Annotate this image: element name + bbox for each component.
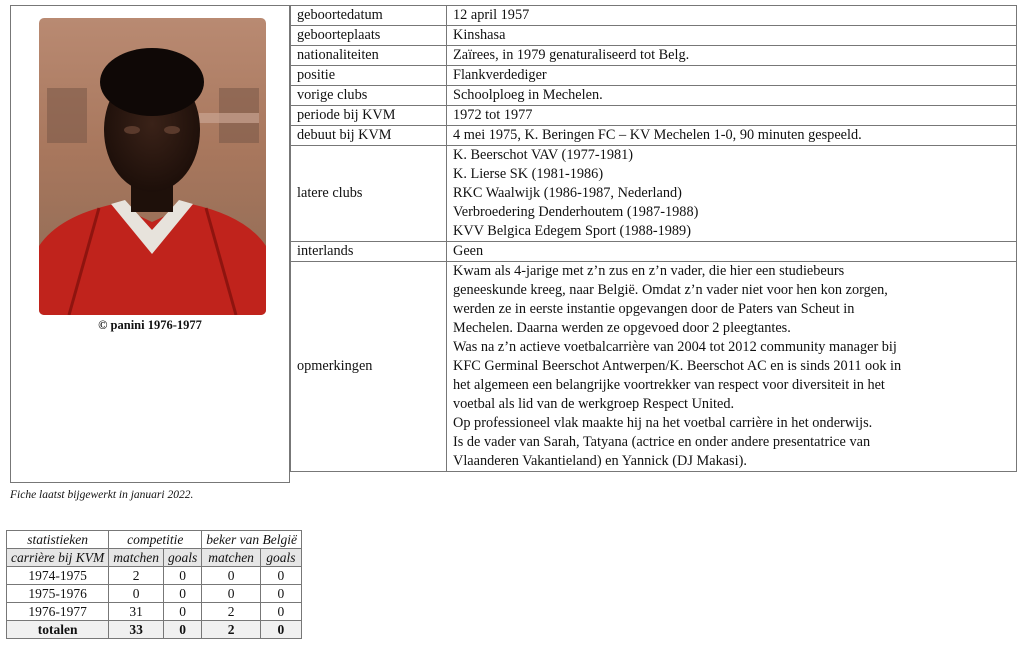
info-value-line: RKC Waalwijk (1986-1987, Nederland)	[453, 185, 682, 201]
stats-cell: 2	[109, 567, 164, 585]
stats-cell: 0	[163, 585, 201, 603]
info-label: debuut bij KVM	[291, 126, 447, 146]
photo-caption: © panini 1976-1977	[98, 318, 202, 332]
stats-cell: 0	[260, 603, 301, 621]
player-info-table	[290, 5, 1017, 472]
info-value-line: KVV Belgica Edegem Sport (1988-1989)	[453, 223, 691, 239]
info-value-line: 12 april 1957	[453, 7, 530, 23]
info-row	[291, 126, 1017, 146]
info-value-line: werden ze in eerste instantie opgevangen door de Paters van Scheut in	[453, 301, 855, 317]
info-value-line: Kinshasa	[453, 27, 506, 43]
stats-total-cell: 0	[163, 621, 201, 639]
info-label: interlands	[291, 242, 447, 262]
info-label: opmerkingen	[291, 262, 447, 472]
stats-header-cell: competitie	[109, 531, 202, 549]
info-value	[447, 106, 1017, 126]
info-value-line: Verbroedering Denderhoutem (1987-1988)	[453, 204, 699, 220]
stats-header-cell: statistieken	[7, 531, 109, 549]
info-value-line: geneeskunde kreeg, naar België. Omdat z’n vader niet voor hen kon zorgen,	[453, 282, 888, 298]
stats-total-cell: 0	[260, 621, 301, 639]
info-label: nationaliteiten	[291, 46, 447, 66]
stats-header-cell: matchen	[109, 549, 164, 567]
stats-cell: 0	[202, 585, 261, 603]
info-value-line: Vlaanderen Vakantieland) en Yannick (DJ Makasi).	[453, 453, 747, 469]
stats-cell: 31	[109, 603, 164, 621]
info-value-line: Flankverdediger	[453, 67, 547, 83]
info-label: positie	[291, 66, 447, 86]
info-row	[291, 66, 1017, 86]
info-value-line: Is de vader van Sarah, Tatyana (actrice en onder andere presentatrice van	[453, 434, 871, 450]
stats-cell: 2	[202, 603, 261, 621]
info-value-line: Schoolploeg in Mechelen.	[453, 87, 603, 103]
stats-cell: 0	[202, 567, 261, 585]
stats-cell: 0	[260, 585, 301, 603]
last-updated-note: Fiche laatst bijgewerkt in januari 2022.	[10, 489, 194, 501]
stats-row	[7, 585, 302, 603]
info-row	[291, 262, 1017, 472]
info-value-line: 1972 tot 1977	[453, 107, 533, 123]
info-label: geboortedatum	[291, 6, 447, 26]
stats-header-cell: matchen	[202, 549, 261, 567]
info-value-line: K. Beerschot VAV (1977-1981)	[453, 147, 634, 163]
info-value	[447, 262, 1017, 472]
photo-cell	[10, 5, 290, 483]
statistics-table	[6, 530, 302, 639]
stats-cell: 0	[109, 585, 164, 603]
info-row	[291, 242, 1017, 262]
stats-header-row-1	[7, 531, 302, 549]
info-value	[447, 6, 1017, 26]
info-value	[447, 242, 1017, 262]
info-value-line: het algemeen een belangrijke voortrekker van respect voor diversiteit in het	[453, 377, 885, 393]
stats-cell: 1976-1977	[7, 603, 109, 621]
info-value	[447, 126, 1017, 146]
stats-header-cell: carrière bij KVM	[7, 549, 109, 567]
info-row	[291, 26, 1017, 46]
info-row	[291, 46, 1017, 66]
info-value-line: Kwam als 4-jarige met z’n zus en z’n vader, die hier een studiebeurs	[453, 263, 845, 279]
stats-total-cell: 2	[202, 621, 261, 639]
info-value-line: Geen	[453, 243, 484, 259]
info-label: latere clubs	[291, 146, 447, 242]
info-row	[291, 146, 1017, 242]
stats-header-cell: goals	[163, 549, 201, 567]
stats-header-cell: beker van België	[202, 531, 302, 549]
stats-total-cell: 33	[109, 621, 164, 639]
info-value	[447, 66, 1017, 86]
stats-total-row	[7, 621, 302, 639]
info-label: vorige clubs	[291, 86, 447, 106]
info-value-line: Zaïrees, in 1979 genaturaliseerd tot Belg.	[453, 47, 690, 63]
info-value-line: KFC Germinal Beerschot Antwerpen/K. Beerschot AC en is sinds 2011 ook in	[453, 358, 902, 374]
stats-cell: 0	[163, 603, 201, 621]
info-value-line: Mechelen. Daarna werden ze opgevoed door 2 pleegtantes.	[453, 320, 791, 336]
info-label: periode bij KVM	[291, 106, 447, 126]
info-label: geboorteplaats	[291, 26, 447, 46]
info-value-line: voetbal als lid van de werkgroep Respect United.	[453, 396, 735, 412]
info-value-line: Op professioneel vlak maakte hij na het voetbal carrière in het onderwijs.	[453, 415, 873, 431]
stats-row	[7, 567, 302, 585]
stats-cell: 1975-1976	[7, 585, 109, 603]
info-value	[447, 86, 1017, 106]
stats-cell: 0	[163, 567, 201, 585]
player-photo	[39, 18, 266, 315]
stats-header-row-2	[7, 549, 302, 567]
info-row	[291, 6, 1017, 26]
info-value	[447, 46, 1017, 66]
player-portrait-image	[39, 18, 266, 315]
stats-row	[7, 603, 302, 621]
stats-header-cell: goals	[260, 549, 301, 567]
stats-cell: 1974-1975	[7, 567, 109, 585]
stats-total-cell: totalen	[7, 621, 109, 639]
info-value	[447, 26, 1017, 46]
info-value	[447, 146, 1017, 242]
info-value-line: Was na z’n actieve voetbalcarrière van 2004 tot 2012 community manager bij	[453, 339, 897, 355]
info-value-line: 4 mei 1975, K. Beringen FC – KV Mechelen 1-0, 90 minuten gespeeld.	[453, 127, 862, 143]
info-value-line: K. Lierse SK (1981-1986)	[453, 166, 604, 182]
info-row	[291, 106, 1017, 126]
stats-cell: 0	[260, 567, 301, 585]
info-row	[291, 86, 1017, 106]
